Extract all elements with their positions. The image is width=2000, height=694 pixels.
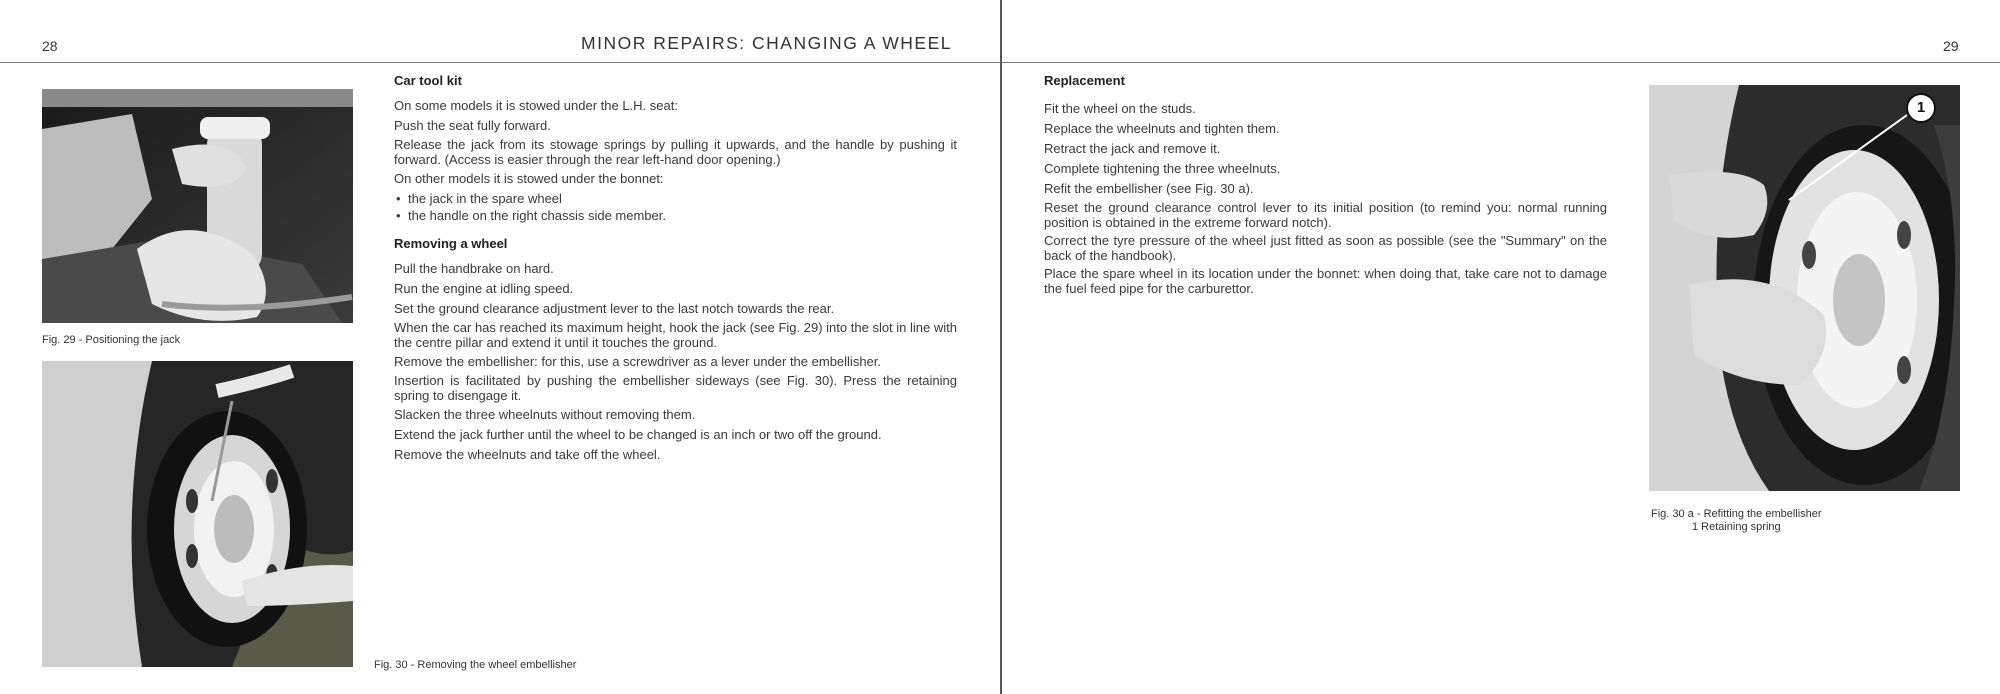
paragraph: Push the seat fully forward. bbox=[394, 118, 551, 133]
right-text-column bbox=[1044, 72, 1607, 299]
paragraph: Set the ground clearance adjustment lever to the last notch towards the rear. bbox=[394, 301, 835, 316]
paragraph: Place the spare wheel in its location under the bonnet: when doing that, take care not to damage the fuel feed pipe for the carburettor. bbox=[1044, 266, 1607, 296]
page-header-title: MINOR REPAIRS: CHANGING A WHEEL bbox=[581, 33, 952, 53]
paragraph: Remove the wheelnuts and take off the wheel. bbox=[394, 447, 661, 462]
header-rule-left bbox=[0, 62, 1000, 63]
left-text-column bbox=[394, 72, 957, 466]
paragraph: When the car has reached its maximum height, hook the jack (see Fig. 29) into the slot in line with the centre pillar and extend it until it touches the ground. bbox=[394, 320, 957, 350]
paragraph: Extend the jack further until the wheel to be changed is an inch or two off the ground. bbox=[394, 427, 882, 442]
paragraph: Release the jack from its stowage springs by pulling it upwards, and the handle by pushing it forward. (Access is easier through the rear left-hand door opening.) bbox=[394, 137, 957, 167]
figure-30a-caption-sub: 1 Retaining spring bbox=[1691, 521, 1781, 533]
paragraph: Slacken the three wheelnuts without removing them. bbox=[394, 407, 696, 422]
paragraph: Fit the wheel on the studs. bbox=[1044, 101, 1196, 116]
paragraph: Reset the ground clearance control lever to its initial position (to remind you: normal running position is obtained in the extreme forward notch). bbox=[1044, 200, 1607, 230]
heading-car-tool-kit: Car tool kit bbox=[394, 73, 462, 88]
right-page bbox=[1001, 0, 2000, 694]
figure-30a-caption-title: Fig. 30 a - Refitting the embellisher bbox=[1651, 508, 1822, 520]
list-item: • the jack in the spare wheel bbox=[394, 190, 957, 207]
paragraph: Retract the jack and remove it. bbox=[1044, 141, 1221, 156]
list-item: • the handle on the right chassis side member. bbox=[394, 207, 957, 224]
tool-location-list bbox=[394, 190, 957, 224]
paragraph: Run the engine at idling speed. bbox=[394, 281, 574, 296]
heading-replacement: Replacement bbox=[1044, 73, 1125, 88]
callout-marker-1: 1 bbox=[1906, 93, 1936, 123]
paragraph: Correct the tyre pressure of the wheel just fitted as soon as possible (see the "Summary" on the back of the handbook). bbox=[1044, 233, 1607, 263]
heading-removing-a-wheel: Removing a wheel bbox=[394, 236, 508, 251]
paragraph: Pull the handbrake on hard. bbox=[394, 261, 554, 276]
figure-30a-photo bbox=[1649, 85, 1960, 491]
paragraph: Refit the embellisher (see Fig. 30 a). bbox=[1044, 181, 1254, 196]
paragraph: Complete tightening the three wheelnuts. bbox=[1044, 161, 1281, 176]
figure-30a-caption bbox=[1651, 508, 1822, 534]
page-number-left: 28 bbox=[42, 38, 58, 54]
figure-30-photo bbox=[42, 361, 353, 667]
page-number-right: 29 bbox=[1943, 38, 1959, 54]
header-rule-right bbox=[1001, 62, 2000, 63]
paragraph: On some models it is stowed under the L.H. seat: bbox=[394, 98, 678, 113]
paragraph: On other models it is stowed under the bonnet: bbox=[394, 171, 664, 186]
figure-29-photo bbox=[42, 89, 353, 323]
paragraph: Replace the wheelnuts and tighten them. bbox=[1044, 121, 1280, 136]
figure-30-caption: Fig. 30 - Removing the wheel embellisher bbox=[374, 659, 577, 671]
paragraph: Remove the embellisher: for this, use a screwdriver as a lever under the embellisher. bbox=[394, 354, 881, 369]
figure-29-caption: Fig. 29 - Positioning the jack bbox=[42, 334, 181, 346]
paragraph: Insertion is facilitated by pushing the embellisher sideways (see Fig. 30). Press the retaining spring to disengage it. bbox=[394, 373, 957, 403]
